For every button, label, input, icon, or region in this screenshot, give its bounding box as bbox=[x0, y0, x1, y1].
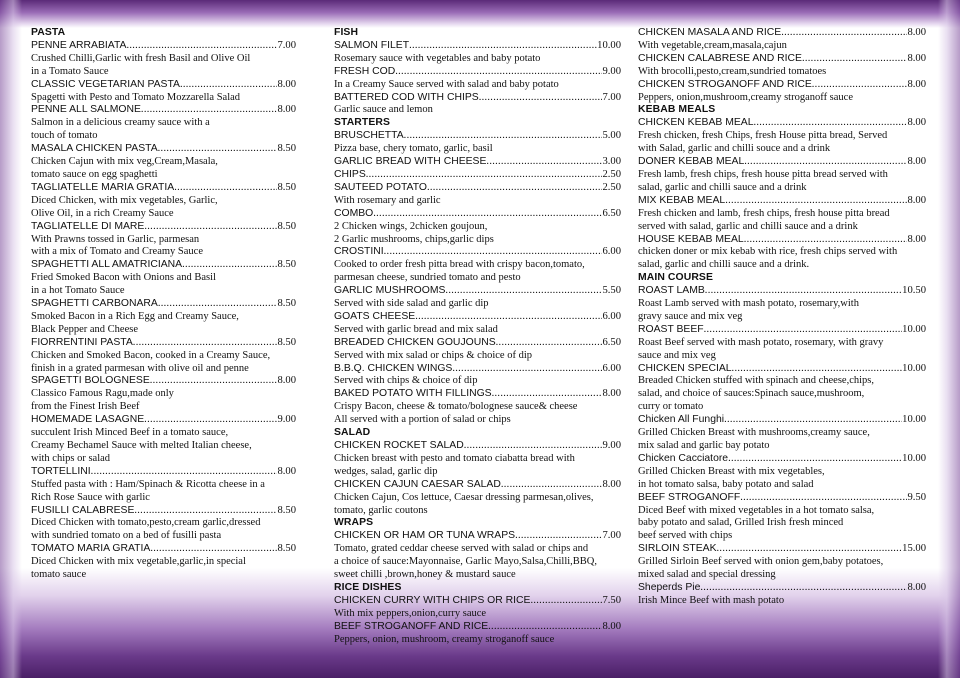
menu-item-name: TAGLIATELLE MARIA GRATIA bbox=[31, 181, 175, 193]
menu-item bbox=[31, 182, 296, 195]
menu-item-price: 8.00 bbox=[907, 27, 926, 38]
menu-item-description: Classico Famous Ragu,made only bbox=[31, 388, 174, 400]
dot-leader bbox=[724, 414, 902, 427]
menu-item-name: GARLIC BREAD WITH CHEESE bbox=[334, 156, 487, 168]
menu-item-name: CHICKEN KEBAB MEAL bbox=[638, 117, 754, 129]
dot-leader bbox=[488, 621, 602, 634]
menu-item-description: Chicken and Smoked Bacon, cooked in a Creamy Sauce, bbox=[31, 349, 271, 361]
dot-leader bbox=[144, 414, 277, 427]
menu-item-price: 8.50 bbox=[277, 504, 296, 516]
menu-item-name: BEEF STROGANOFF AND RICE bbox=[334, 620, 489, 632]
menu-item bbox=[334, 363, 621, 376]
menu-item-name: PENNE ALL SALMONE bbox=[31, 104, 141, 116]
menu-item-description: 2 Garlic mushrooms, chips,garlic dips bbox=[334, 233, 494, 245]
top-purple-band bbox=[0, 0, 960, 28]
menu-item-description: a choice of sauce:Mayonnaise, Garlic Mayo,Salsa,Chilli,BBQ, bbox=[334, 556, 598, 568]
menu-item-price: 8.50 bbox=[277, 298, 296, 310]
right-purple-edge bbox=[938, 0, 960, 678]
menu-item-description: With brocolli,pesto,cream,sundried tomatoes bbox=[638, 65, 827, 77]
menu-item bbox=[638, 363, 926, 376]
dot-leader bbox=[704, 324, 903, 337]
menu-item bbox=[638, 27, 926, 40]
menu-item-name: SAUTEED POTATO bbox=[334, 181, 427, 193]
dot-leader bbox=[141, 104, 278, 117]
menu-item bbox=[31, 414, 296, 427]
menu-item-description: Served with chips & choice of dip bbox=[334, 375, 478, 387]
menu-item-description: Black Pepper and Cheese bbox=[31, 323, 139, 335]
menu-item-description: in a Tomato Sauce bbox=[31, 65, 109, 77]
menu-item bbox=[638, 117, 926, 130]
menu-item-price: 8.00 bbox=[277, 104, 296, 116]
menu-item-description: Fresh chicken and lamb, fresh chips, fresh house pitta bread bbox=[638, 207, 890, 219]
menu-item-price: 8.00 bbox=[907, 52, 926, 64]
menu-item bbox=[334, 130, 621, 143]
menu-item-price: 7.00 bbox=[602, 530, 621, 542]
dot-leader bbox=[728, 453, 902, 466]
menu-item-name: MASALA CHICKEN PASTA bbox=[31, 143, 158, 155]
menu-item bbox=[334, 337, 621, 350]
menu-item bbox=[334, 66, 621, 79]
menu-item-description: salad, and choice of sauces:Spinach sauce,mushroom, bbox=[638, 388, 865, 400]
dot-leader bbox=[486, 156, 602, 169]
menu-item bbox=[334, 246, 621, 259]
dot-leader bbox=[373, 208, 602, 221]
menu-item-description: With vegetable,cream,masala,cajun bbox=[638, 39, 787, 51]
menu-item-price: 8.00 bbox=[602, 620, 621, 632]
menu-item-price: 10.50 bbox=[902, 285, 926, 297]
menu-item bbox=[638, 543, 926, 556]
menu-item-name: SPAGETTI BOLOGNESE bbox=[31, 375, 150, 387]
menu-item bbox=[31, 298, 296, 311]
menu-item-description: mix salad and garlic bay potato bbox=[638, 440, 770, 451]
menu-item-price: 15.00 bbox=[902, 543, 926, 555]
menu-item bbox=[334, 208, 621, 221]
section-heading: SALAD bbox=[334, 427, 371, 439]
menu-item-price: 8.00 bbox=[277, 375, 296, 387]
menu-item-description: touch of tomato bbox=[31, 130, 98, 142]
menu-item-name: BATTERED COD WITH CHIPS bbox=[334, 91, 479, 103]
menu-item-name: HOMEMADE LASAGNE bbox=[31, 414, 145, 426]
menu-item-name: CHICKEN CALABRESE AND RICE bbox=[638, 52, 802, 64]
menu-item-price: 6.50 bbox=[602, 207, 621, 219]
menu-item-description: Grilled Chicken Breast with mix vegetables, bbox=[638, 465, 825, 477]
menu-item bbox=[638, 453, 926, 466]
menu-item-name: FRESH COD bbox=[334, 65, 396, 77]
menu-item-description: Roast Lamb served with mash potato, rosemary,with bbox=[638, 298, 859, 310]
menu-item-description: Smoked Bacon in a Rich Egg and Creamy Sauce, bbox=[31, 310, 239, 322]
menu-item bbox=[638, 53, 926, 66]
menu-item-price: 8.50 bbox=[277, 181, 296, 193]
menu-item-price: 6.50 bbox=[602, 336, 621, 348]
menu-item-description: Olive Oil, in a rich Creamy Sauce bbox=[31, 207, 174, 219]
dot-leader bbox=[744, 156, 907, 169]
menu-item bbox=[638, 234, 926, 247]
menu-item-name: TAGLIATELLE DI MARE bbox=[31, 220, 145, 232]
menu-item-description: 2 Chicken wings, 2chicken goujoun, bbox=[334, 220, 488, 232]
menu-item-description: salad, garlic and chilli sauce and a drink. bbox=[638, 259, 810, 271]
menu-item-price: 2.50 bbox=[602, 181, 621, 193]
dot-leader bbox=[174, 182, 277, 195]
menu-item-description: parmesan cheese, sundried tomato and pesto bbox=[334, 272, 521, 284]
menu-item bbox=[638, 414, 926, 427]
menu-item-price: 8.50 bbox=[277, 543, 296, 555]
menu-item-price: 7.50 bbox=[602, 594, 621, 606]
menu-item bbox=[31, 221, 296, 234]
dot-leader bbox=[700, 582, 907, 595]
menu-item-description: Creamy Bechamel Sauce with melted Italian cheese, bbox=[31, 440, 252, 451]
menu-item-description: Grilled Chicken Breast with mushrooms,creamy sauce, bbox=[638, 427, 870, 439]
menu-item-name: FUSILLI CALABRESE bbox=[31, 504, 135, 516]
menu-item bbox=[334, 40, 621, 53]
menu-item-description: finish in a grated parmesan with olive oil and penne bbox=[31, 362, 249, 374]
menu-item-description: Diced Chicken with mix vegetable,garlic,in special bbox=[31, 556, 246, 568]
menu-item bbox=[638, 492, 926, 505]
menu-item-price: 6.00 bbox=[602, 246, 621, 258]
menu-item-description: curry or tomato bbox=[638, 401, 704, 413]
menu-item-name: CROSTINI bbox=[334, 246, 384, 258]
menu-item bbox=[638, 195, 926, 208]
menu-item-description: in hot tomato salsa, baby potato and salad bbox=[638, 478, 814, 490]
menu-item-name: CLASSIC VEGETARIAN PASTA bbox=[31, 78, 180, 90]
menu-item-description: succulent Irish Minced Beef in a tomato sauce, bbox=[31, 427, 229, 439]
menu-item-name: MIX KEBAB MEAL bbox=[638, 194, 726, 206]
menu-item-description: With Prawns tossed in Garlic, parmesan bbox=[31, 233, 200, 245]
menu-item-price: 8.00 bbox=[907, 117, 926, 129]
menu-item-description: Peppers, onion,mushroom,creamy stroganoff sauce bbox=[638, 91, 854, 103]
menu-item-description: Fresh lamb, fresh chips, fresh house pitta bread served with bbox=[638, 168, 888, 180]
menu-item-name: CHICKEN MASALA AND RICE bbox=[638, 27, 782, 38]
menu-item-name: COMBO bbox=[334, 207, 374, 219]
menu-item-price: 8.00 bbox=[602, 388, 621, 400]
menu-item-description: with sundried tomato on a bed of fusilli pasta bbox=[31, 530, 222, 542]
menu-item bbox=[31, 543, 296, 556]
dot-leader bbox=[182, 259, 277, 272]
menu-item-description: Served with mix salad or chips & choice of dip bbox=[334, 349, 532, 361]
dot-leader bbox=[144, 221, 277, 234]
menu-item bbox=[31, 79, 296, 92]
menu-item-name: Chicken Cacciatore bbox=[638, 452, 729, 464]
menu-item-price: 10.00 bbox=[902, 414, 926, 426]
menu-item-price: 8.00 bbox=[602, 478, 621, 490]
dot-leader bbox=[802, 53, 907, 66]
dot-leader bbox=[366, 169, 603, 182]
section-heading: KEBAB MEALS bbox=[638, 104, 716, 116]
section-heading: FISH bbox=[334, 27, 359, 38]
menu-column-middle bbox=[334, 27, 621, 647]
menu-item-description: Roast Beef served with mash potato, rosemary, with gravy bbox=[638, 336, 884, 348]
dot-leader bbox=[515, 530, 602, 543]
menu-item-description: All served with a portion of salad or chips bbox=[334, 414, 511, 426]
menu-item-description: beef served with chips bbox=[638, 530, 733, 542]
dot-leader bbox=[530, 595, 602, 608]
dot-leader bbox=[492, 388, 603, 401]
dot-leader bbox=[744, 234, 908, 247]
left-purple-edge bbox=[0, 0, 22, 678]
menu-item-name: SALMON FILET bbox=[334, 39, 410, 51]
menu-item-description: tomato sauce on egg spaghetti bbox=[31, 168, 158, 180]
menu-item-description: Grilled Sirloin Beef served with onion gem,baby potatoes, bbox=[638, 556, 884, 568]
menu-item-name: PENNE ARRABIATA bbox=[31, 39, 127, 51]
menu-item-description: Salmon in a delicious creamy sauce with a bbox=[31, 117, 210, 129]
menu-item-name: HOUSE KEBAB MEAL bbox=[638, 233, 744, 245]
menu-item bbox=[334, 530, 621, 543]
menu-item-description: Rich Rose Sauce with garlic bbox=[31, 491, 150, 503]
dot-leader bbox=[126, 40, 277, 53]
menu-item-name: CHICKEN CURRY WITH CHIPS OR RICE bbox=[334, 594, 531, 606]
section-heading: MAIN COURSE bbox=[638, 272, 713, 284]
menu-item-name: B.B.Q. CHICKEN WINGS bbox=[334, 362, 453, 374]
menu-item bbox=[334, 169, 621, 182]
menu-item-price: 10.00 bbox=[902, 362, 926, 374]
menu-item-name: DONER KEBAB MEAL bbox=[638, 156, 745, 168]
menu-item bbox=[638, 324, 926, 337]
menu-item-description: Peppers, onion, mushroom, creamy stroganoff sauce bbox=[334, 633, 555, 645]
menu-item-name: Sheperds Pie bbox=[638, 581, 701, 593]
menu-item bbox=[31, 143, 296, 156]
menu-item-name: ROAST BEEF bbox=[638, 323, 704, 335]
menu-item-price: 3.00 bbox=[602, 156, 621, 168]
menu-item-name: FIORRENTINI PASTA bbox=[31, 336, 133, 348]
menu-item bbox=[31, 259, 296, 272]
dot-leader bbox=[409, 40, 597, 53]
menu-item-name: Chicken All Funghi bbox=[638, 414, 725, 426]
menu-item-name: SPAGHETTI CARBONARA bbox=[31, 298, 158, 310]
menu-item-name: CHICKEN SPECIAL bbox=[638, 362, 732, 374]
menu-item-description: Breaded Chicken stuffed with spinach and cheese,chips, bbox=[638, 375, 874, 387]
dot-leader bbox=[180, 79, 277, 92]
menu-item-price: 7.00 bbox=[277, 39, 296, 51]
menu-item-description: Spagetti with Pesto and Tomato Mozzarella Salad bbox=[31, 91, 241, 103]
dot-leader bbox=[150, 375, 278, 388]
section-heading: RICE DISHES bbox=[334, 581, 402, 593]
menu-item-description: chicken doner or mix kebab with rice, fresh chips served with bbox=[638, 246, 898, 258]
dot-leader bbox=[158, 143, 278, 156]
menu-item-description: with Salad, garlic and chilli souce and a drink bbox=[638, 143, 831, 155]
menu-item-description: Chicken breast with pesto and tomato ciabatta bread with bbox=[334, 452, 575, 464]
menu-column-left bbox=[31, 27, 296, 582]
menu-item bbox=[334, 440, 621, 453]
dot-leader bbox=[479, 92, 603, 105]
menu-item-price: 8.00 bbox=[907, 194, 926, 206]
menu-item-description: Diced Beef with mixed vegetables in a hot tomato salsa, bbox=[638, 504, 875, 516]
menu-item-name: CHICKEN ROCKET SALAD bbox=[334, 440, 464, 451]
menu-item-description: Chicken Cajun with mix veg,Cream,Masala, bbox=[31, 156, 218, 168]
menu-item-price: 10.00 bbox=[597, 39, 621, 51]
menu-item-price: 8.50 bbox=[277, 259, 296, 271]
menu-item-name: BEEF STROGANOFF bbox=[638, 491, 741, 503]
menu-item-price: 8.00 bbox=[907, 233, 926, 245]
dot-leader bbox=[415, 311, 602, 324]
menu-item-name: SIRLOIN STEAK bbox=[638, 543, 717, 555]
dot-leader bbox=[384, 246, 603, 259]
menu-item-price: 9.00 bbox=[602, 440, 621, 451]
dot-leader bbox=[91, 466, 278, 479]
dot-leader bbox=[717, 543, 903, 556]
menu-item bbox=[638, 79, 926, 92]
menu-item-description: wedges, salad, garlic dip bbox=[334, 465, 438, 477]
menu-item-price: 9.50 bbox=[907, 491, 926, 503]
dot-leader bbox=[158, 298, 278, 311]
menu-item-description: Garlic sauce and lemon bbox=[334, 104, 433, 116]
menu-item bbox=[334, 92, 621, 105]
menu-item-name: TORTELLINI bbox=[31, 465, 91, 477]
dot-leader bbox=[452, 363, 602, 376]
dot-leader bbox=[732, 363, 903, 376]
menu-item-name: GARLIC MUSHROOMS bbox=[334, 285, 446, 297]
menu-item-price: 5.50 bbox=[602, 285, 621, 297]
menu-item-description: With rosemary and garlic bbox=[334, 194, 441, 206]
menu-item-description: Served with garlic bread and mix salad bbox=[334, 323, 498, 335]
menu-item-description: with a mix of Tomato and Creamy Sauce bbox=[31, 246, 203, 258]
menu-column-right bbox=[638, 27, 926, 608]
section-heading: STARTERS bbox=[334, 117, 391, 129]
menu-item-description: Stuffed pasta with : Ham/Spinach & Ricotta cheese in a bbox=[31, 478, 265, 490]
menu-item-description: Diced Chicken, with mix vegetables, Garlic, bbox=[31, 194, 218, 206]
menu-item-price: 6.00 bbox=[602, 362, 621, 374]
menu-item-price: 7.00 bbox=[602, 91, 621, 103]
menu-item-description: Served with side salad and garlic dip bbox=[334, 298, 489, 310]
menu-item-description: Irish Mince Beef with mash potato bbox=[638, 594, 785, 606]
menu-item-description: salad, garlic and chilli sauce and a drink bbox=[638, 181, 807, 193]
menu-item bbox=[31, 337, 296, 350]
menu-item-price: 10.00 bbox=[902, 323, 926, 335]
menu-item-price: 8.00 bbox=[277, 78, 296, 90]
menu-item-description: from the Finest Irish Beef bbox=[31, 401, 140, 413]
section-heading: WRAPS bbox=[334, 517, 374, 529]
menu-item-description: tomato, garlic coutons bbox=[334, 504, 428, 516]
menu-item bbox=[31, 505, 296, 518]
menu-item-price: 8.00 bbox=[907, 156, 926, 168]
menu-item-price: 9.00 bbox=[602, 65, 621, 77]
menu-item-description: Cooked to order fresh pitta bread with crispy bacon,tomato, bbox=[334, 259, 585, 271]
menu-item-price: 8.00 bbox=[277, 465, 296, 477]
menu-item bbox=[334, 388, 621, 401]
menu-item-description: sauce and mix veg bbox=[638, 349, 716, 361]
menu-item bbox=[638, 156, 926, 169]
menu-item bbox=[334, 311, 621, 324]
menu-item bbox=[31, 466, 296, 479]
menu-item-price: 10.00 bbox=[902, 452, 926, 464]
dot-leader bbox=[404, 130, 603, 143]
menu-item-name: BREADED CHICKEN GOUJOUNS bbox=[334, 336, 496, 348]
dot-leader bbox=[781, 27, 907, 40]
menu-item-description: served with salad, garlic and chilli sauce and a drink bbox=[638, 220, 858, 232]
menu-item-price: 6.00 bbox=[602, 310, 621, 322]
dot-leader bbox=[501, 479, 603, 492]
menu-item-description: Pizza base, chery tomato, garlic, basil bbox=[334, 143, 493, 155]
menu-item-price: 2.50 bbox=[602, 168, 621, 180]
dot-leader bbox=[705, 285, 902, 298]
dot-leader bbox=[496, 337, 603, 350]
menu-item-description: With mix peppers,onion,curry sauce bbox=[334, 607, 487, 619]
menu-item-name: TOMATO MARIA GRATIA bbox=[31, 543, 151, 555]
dot-leader bbox=[395, 66, 602, 79]
menu-item-price: 9.00 bbox=[277, 414, 296, 426]
menu-item bbox=[334, 182, 621, 195]
menu-item bbox=[31, 375, 296, 388]
dot-leader bbox=[133, 337, 278, 350]
menu-item-name: CHICKEN STROGANOFF AND RICE bbox=[638, 78, 812, 90]
dot-leader bbox=[464, 440, 603, 453]
section-heading: PASTA bbox=[31, 27, 66, 38]
menu-item-price: 8.00 bbox=[907, 78, 926, 90]
dot-leader bbox=[134, 505, 277, 518]
dot-leader bbox=[753, 117, 907, 130]
dot-leader bbox=[725, 195, 907, 208]
dot-leader bbox=[445, 285, 602, 298]
menu-item-name: BAKED POTATO WITH FILLINGS bbox=[334, 388, 492, 400]
menu-item-description: in a hot Tomato Sauce bbox=[31, 285, 125, 297]
menu-item-description: gravy sauce and mix veg bbox=[638, 310, 743, 322]
menu-item bbox=[334, 595, 621, 608]
dot-leader bbox=[740, 492, 907, 505]
menu-item-description: sweet chilli ,brown,honey & mustard sauce bbox=[334, 569, 516, 581]
menu-item-description: Diced Chicken with tomato,pesto,cream garlic,dressed bbox=[31, 517, 261, 529]
menu-item-description: Tomato, grated ceddar cheese served with salad or chips and bbox=[334, 543, 589, 555]
menu-item bbox=[334, 479, 621, 492]
menu-item-name: BRUSCHETTA bbox=[334, 130, 404, 142]
menu-item-price: 8.50 bbox=[277, 220, 296, 232]
menu-item bbox=[31, 104, 296, 117]
menu-item-name: CHICKEN CAJUN CAESAR SALAD bbox=[334, 478, 501, 490]
dot-leader bbox=[812, 79, 908, 92]
dot-leader bbox=[150, 543, 277, 556]
menu-item bbox=[334, 285, 621, 298]
menu-item bbox=[638, 582, 926, 595]
menu-item-description: with chips or salad bbox=[31, 452, 111, 464]
menu-item-description: In a Creamy Sauce served with salad and baby potato bbox=[334, 78, 559, 90]
menu-item bbox=[334, 156, 621, 169]
menu-item-name: ROAST LAMB bbox=[638, 285, 705, 297]
menu-item-description: Fresh chicken, fresh Chips, fresh House pitta bread, Served bbox=[638, 130, 888, 142]
menu-item-price: 8.00 bbox=[907, 581, 926, 593]
menu-item-price: 8.50 bbox=[277, 336, 296, 348]
menu-item-price: 8.50 bbox=[277, 143, 296, 155]
menu-item-name: CHICKEN OR HAM OR TUNA WRAPS bbox=[334, 530, 516, 542]
menu-item bbox=[31, 40, 296, 53]
menu-item-description: baby potato and salad, Grilled Irish fresh minced bbox=[638, 517, 844, 529]
menu-item-name: GOATS CHEESE bbox=[334, 310, 416, 322]
menu-item-description: tomato sauce bbox=[31, 569, 87, 581]
menu-item-description: Fried Smoked Bacon with Onions and Basil bbox=[31, 272, 216, 284]
menu-item-name: CHIPS bbox=[334, 168, 366, 180]
menu-item-description: mixed salad and special dressing bbox=[638, 569, 776, 581]
menu-item-description: Crispy Bacon, cheese & tomato/bolognese sauce& cheese bbox=[334, 401, 578, 413]
dot-leader bbox=[427, 182, 603, 195]
menu-item bbox=[334, 621, 621, 634]
menu-item-price: 5.00 bbox=[602, 130, 621, 142]
menu-item-name: SPAGHETTI ALL AMATRICIANA bbox=[31, 259, 183, 271]
menu-item-description: Rosemary sauce with vegetables and baby potato bbox=[334, 52, 541, 64]
menu-item-description: Chicken Cajun, Cos lettuce, Caesar dressing parmesan,olives, bbox=[334, 491, 594, 503]
menu-item-description: Crushed Chilli,Garlic with fresh Basil and Olive Oil bbox=[31, 52, 251, 64]
menu-item bbox=[638, 285, 926, 298]
